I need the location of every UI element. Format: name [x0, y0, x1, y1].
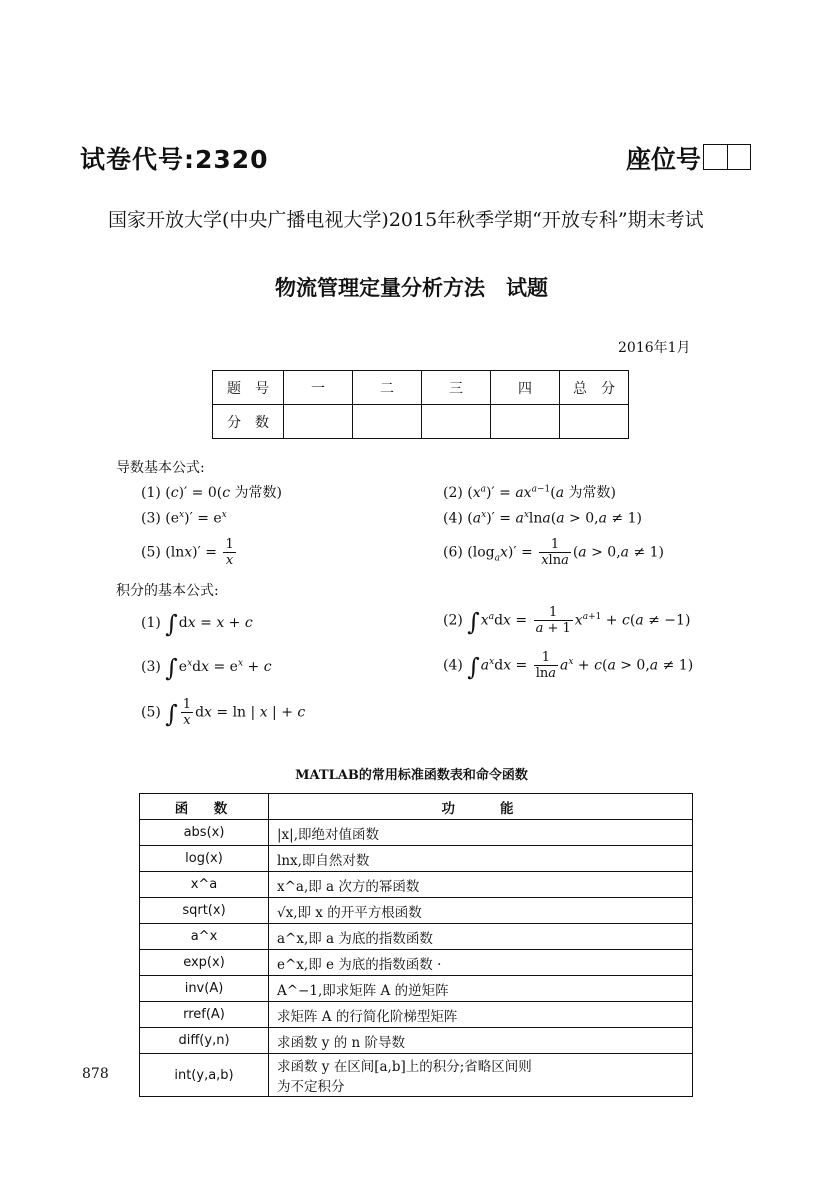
matlab-function-desc: √x,即 x 的开平方根函数	[269, 898, 693, 924]
table-row	[140, 1028, 693, 1054]
page-number: 878	[82, 1066, 109, 1082]
integral-formula-1: (1) ∫dx = x + c	[141, 610, 253, 638]
matlab-function-desc	[269, 1054, 693, 1097]
matlab-function-desc: |x|,即绝对值函数	[269, 820, 693, 846]
derivative-formula-3: (3) $(e^x)' = e^x$	[141, 510, 227, 527]
subject-title: 物流管理定量分析方法 试题	[275, 276, 548, 300]
integral-formulas-title: 积分的基本公式:	[116, 583, 219, 599]
derivative-formula-6: (6) $(\log_ax)'$ = $\frac{1}{xlna}$ (a > 0,a ≠ 1)	[443, 537, 665, 568]
integral-formula-4: (4) $\int a^xdx$ = $\frac{1}{\ln a}$ $a^x + c(a > 0,a \ne 1)$	[443, 650, 694, 681]
matlab-function-name: abs(x)	[140, 820, 269, 846]
score-header-cell: 三	[422, 371, 491, 405]
matlab-function-desc-line2: 为不定积分	[277, 1079, 345, 1095]
matlab-function-desc: x^a,即 a 次方的幂函数	[269, 872, 693, 898]
exam-code: 试卷代号:2320	[80, 145, 269, 174]
score-cell[interactable]	[284, 405, 353, 439]
score-table-header-row	[213, 371, 629, 405]
score-cell[interactable]	[422, 405, 491, 439]
table-row	[140, 1002, 693, 1028]
matlab-function-name: sqrt(x)	[140, 898, 269, 924]
seat-number-label: 座位号	[626, 145, 702, 174]
table-row	[140, 924, 693, 950]
matlab-function-name: rref(A)	[140, 1002, 269, 1028]
score-cell[interactable]	[353, 405, 422, 439]
matlab-function-desc: 求函数 y 的 n 阶导数	[269, 1028, 693, 1054]
score-table	[212, 370, 629, 439]
integral-formula-5: (5) ∫ $\frac{1}{x}$ dx = ln | x | + c	[141, 697, 306, 728]
matlab-function-name: a^x	[140, 924, 269, 950]
matlab-table-header	[140, 794, 693, 820]
matlab-function-name: diff(y,n)	[140, 1028, 269, 1054]
table-row	[140, 820, 693, 846]
table-row	[140, 1054, 693, 1097]
matlab-function-table	[139, 793, 693, 1097]
matlab-function-desc-line1: 求函数 y 在区间[a,b]上的积分;省略区间则	[277, 1059, 532, 1075]
matlab-function-name: int(y,a,b)	[140, 1054, 269, 1097]
score-header-cell: 总 分	[560, 371, 629, 405]
matlab-function-desc: A^−1,即求矩阵 A 的逆矩阵	[269, 976, 693, 1002]
matlab-function-desc: lnx,即自然对数	[269, 846, 693, 872]
matlab-function-name: x^a	[140, 872, 269, 898]
derivative-formulas-title: 导数基本公式:	[116, 460, 205, 476]
score-row-label: 分 数	[213, 405, 284, 439]
table-row	[140, 950, 693, 976]
matlab-function-desc: 求矩阵 A 的行简化阶梯型矩阵	[269, 1002, 693, 1028]
matlab-function-desc: a^x,即 a 为底的指数函数	[269, 924, 693, 950]
exam-date: 2016年1月	[618, 340, 691, 356]
matlab-table-title: MATLAB的常用标准函数表和命令函数	[295, 768, 528, 783]
derivative-formula-5: (5) (lnx)′ = $\frac{1}{x}$	[141, 537, 234, 568]
matlab-function-name: exp(x)	[140, 950, 269, 976]
integral-formula-2: (2) $\int x^adx$ = $\frac{1}{a + 1}$ $x^{a+1} + c(a \ne -1)$	[443, 605, 691, 636]
score-header-cell: 一	[284, 371, 353, 405]
score-cell[interactable]	[560, 405, 629, 439]
table-row	[140, 846, 693, 872]
derivative-formula-2: (2) $(x^a)' = ax^{a-1}(a$ 为常数)	[443, 484, 616, 501]
matlab-header-description: 功 能	[269, 794, 693, 820]
table-row	[140, 898, 693, 924]
matlab-function-name: inv(A)	[140, 976, 269, 1002]
score-header-cell: 二	[353, 371, 422, 405]
matlab-function-desc: e^x,即 e 为底的指数函数 ·	[269, 950, 693, 976]
score-table-score-row	[213, 405, 629, 439]
score-cell[interactable]	[491, 405, 560, 439]
exam-title: 国家开放大学(中央广播电视大学)2015年秋季学期“开放专科”期末考试	[108, 209, 704, 231]
derivative-formula-1: (1) (c)′ = 0(c 为常数)	[141, 485, 282, 501]
integral-formula-3: (3) $\int e^xdx = e^x + c$	[141, 654, 272, 682]
table-row	[140, 976, 693, 1002]
matlab-header-function: 函 数	[140, 794, 269, 820]
derivative-formula-4: (4) $(a^x)' = a^x\ln a(a > 0,a \ne 1)$	[443, 510, 642, 527]
table-row	[140, 872, 693, 898]
score-header-cell: 四	[491, 371, 560, 405]
score-header-cell: 题 号	[213, 371, 284, 405]
seat-number-boxes	[703, 144, 751, 170]
matlab-function-name: log(x)	[140, 846, 269, 872]
